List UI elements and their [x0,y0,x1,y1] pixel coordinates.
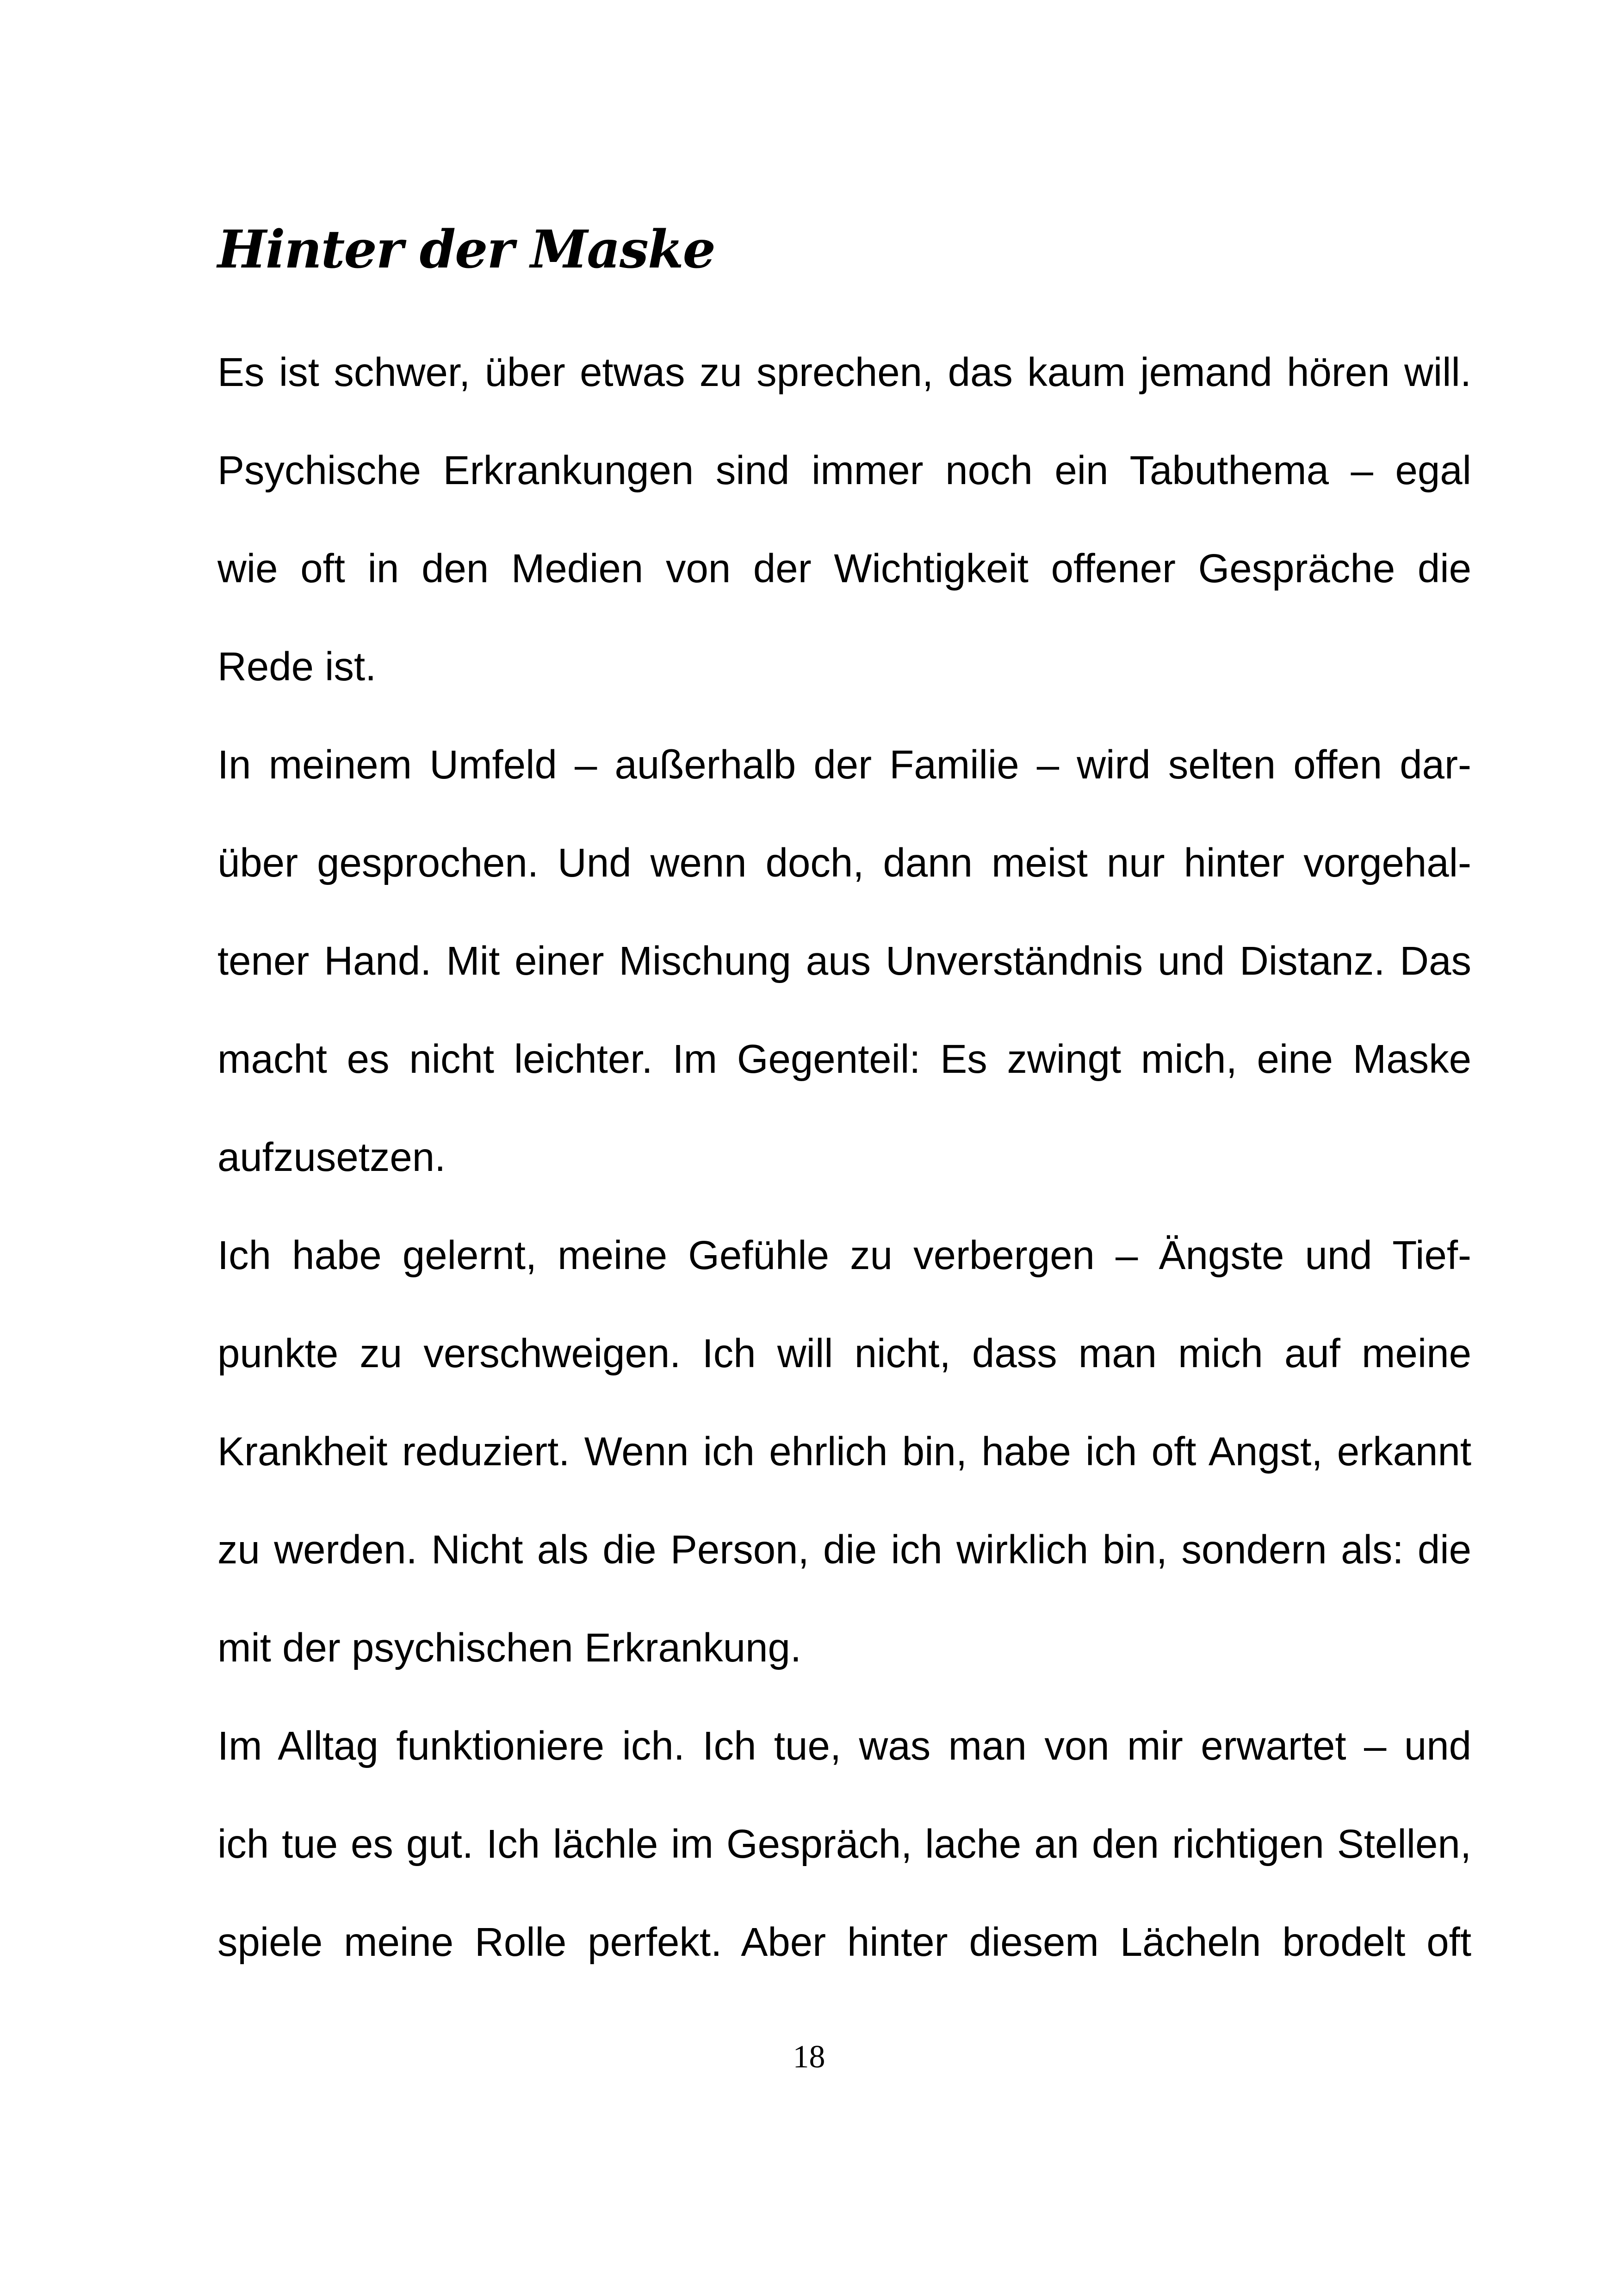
text-line: punkte zu verschweigen. Ich will nicht, dass man mich auf meine [217,1331,1471,1376]
page-number: 18 [793,2039,825,2075]
text-line: Krankheit reduziert. Wenn ich ehrlich bin, habe ich oft Angst, erkannt [217,1429,1471,1474]
text-line: wie oft in den Medien von der Wichtigkeit offener Gespräche die [217,546,1471,591]
chapter-title: Hinter der Maske [217,219,715,280]
text-line: Psychische Erkrankungen sind immer noch ein Tabuthema – egal [217,448,1471,493]
text-line: spiele meine Rolle perfekt. Aber hinter diesem Lächeln brodelt oft [217,1920,1471,1965]
text-line: über gesprochen. Und wenn doch, dann meist nur hinter vorgehal- [217,840,1471,885]
text-line: Rede ist. [217,644,377,689]
text-line: Im Alltag funktioniere ich. Ich tue, was man von mir erwartet – und [217,1724,1471,1768]
text-line: zu werden. Nicht als die Person, die ich wirklich bin, sondern als: die [217,1527,1471,1572]
text-line: tener Hand. Mit einer Mischung aus Unverständnis und Distanz. Das [217,939,1471,983]
text-line: Es ist schwer, über etwas zu sprechen, das kaum jemand hören will. [217,350,1471,395]
body-text [217,342,1471,2010]
text-line: In meinem Umfeld – außerhalb der Familie – wird selten offen dar- [217,742,1471,787]
text-line: aufzusetzen. [217,1135,446,1180]
text-line: mit der psychischen Erkrankung. [217,1625,802,1670]
text-line: Ich habe gelernt, meine Gefühle zu verbergen – Ängste und Tief- [217,1233,1471,1278]
text-line: ich tue es gut. Ich lächle im Gespräch, lache an den richtigen Stellen, [217,1822,1471,1867]
text-line: macht es nicht leichter. Im Gegenteil: Es zwingt mich, eine Maske [217,1037,1471,1082]
